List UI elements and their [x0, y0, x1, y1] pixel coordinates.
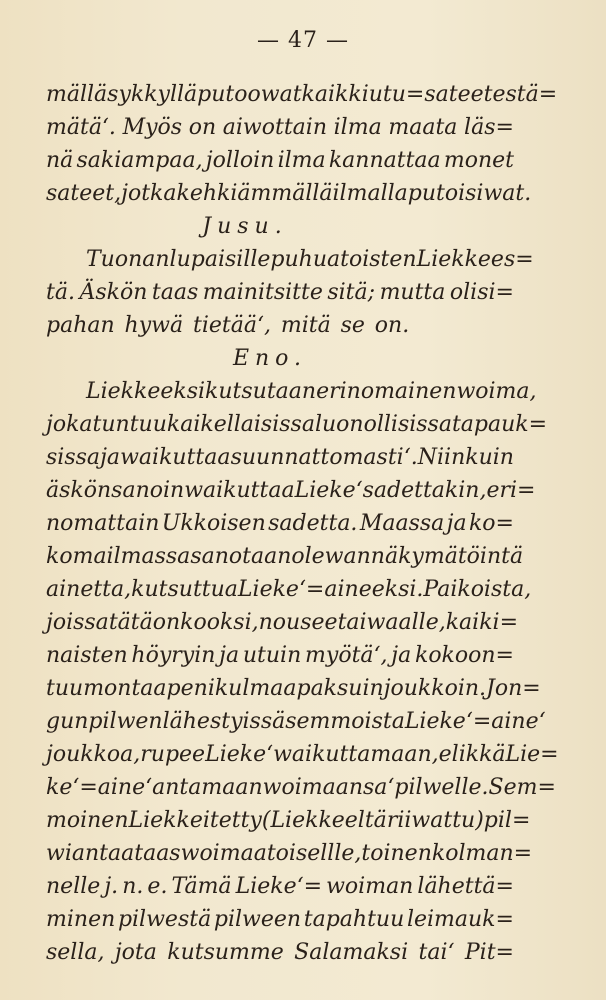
- text-line: [46, 606, 519, 639]
- word: kutsuttua: [131, 577, 238, 602]
- word: gun: [46, 709, 89, 734]
- word: höyryin: [131, 643, 216, 668]
- word: sakiampaa,: [76, 148, 203, 173]
- word: kutsutaan: [205, 379, 317, 404]
- word: joukkoin.: [383, 676, 487, 701]
- word: ja: [391, 643, 412, 668]
- word: Liekkees=: [416, 247, 534, 272]
- word: luonollisissa: [314, 412, 452, 437]
- word: antamaan: [152, 775, 263, 800]
- word: woimaa: [180, 841, 267, 866]
- text-line: [46, 408, 548, 441]
- word: tapahtuu: [303, 907, 405, 932]
- word: ke‘=aine‘: [46, 775, 153, 800]
- word: mailmassa: [72, 544, 191, 569]
- word: riiwattu): [386, 808, 484, 833]
- word: suunnattomasti‘.: [230, 445, 418, 470]
- word: toinen: [361, 841, 432, 866]
- word: kokoon=: [414, 643, 514, 668]
- text-line: [46, 870, 514, 903]
- text-line: [46, 639, 514, 672]
- word: joissa: [46, 610, 109, 635]
- word: Lieke‘: [294, 478, 363, 503]
- word: sella,: [46, 940, 105, 965]
- word: tuu: [46, 676, 84, 701]
- word: ja: [219, 643, 240, 668]
- word: Tuonan: [86, 247, 170, 272]
- word: Niinkuin: [417, 445, 514, 470]
- text-line: [46, 540, 524, 573]
- word: pilwestä: [117, 907, 212, 932]
- word: sykkyllä: [107, 82, 198, 107]
- text-line: [46, 309, 514, 342]
- word: Paikoista,: [423, 577, 532, 602]
- word: erinomainen: [316, 379, 457, 404]
- word: olewan: [291, 544, 371, 569]
- word: aine‘: [491, 709, 546, 734]
- word: minen: [46, 907, 116, 932]
- word: rupee: [140, 742, 206, 767]
- word: taiwaalle,: [337, 610, 446, 635]
- word: mitä: [280, 313, 331, 338]
- word: Lie=: [505, 742, 559, 767]
- word: ilmalla: [332, 181, 408, 206]
- word: kannattaa: [328, 148, 441, 173]
- word: e.: [147, 874, 168, 899]
- text-line: [46, 738, 559, 771]
- word: ilma: [333, 115, 382, 140]
- word: kehkiämmällä: [176, 181, 333, 206]
- word: puhua: [270, 247, 341, 272]
- text-line: [46, 177, 532, 210]
- page-number: — 47 —: [257, 28, 349, 53]
- word: putoisiwat.: [407, 181, 532, 206]
- word: Lieke‘=: [237, 577, 325, 602]
- text-line: [46, 903, 514, 936]
- text-line: [46, 276, 514, 309]
- text-line: [46, 837, 533, 870]
- text-line: [46, 243, 534, 276]
- speaker-name: Eno.: [232, 346, 308, 371]
- word: Tämä: [171, 874, 232, 899]
- word: Salamaksi: [294, 940, 409, 965]
- word: jolloin: [205, 148, 275, 173]
- word: jota: [114, 940, 157, 965]
- text-line: [46, 804, 531, 837]
- word: montaa: [83, 676, 167, 701]
- word: tai‘: [418, 940, 455, 965]
- word: woimaansa‘: [262, 775, 395, 800]
- word: pilwelle.: [394, 775, 489, 800]
- word: eri=: [486, 478, 536, 503]
- word: monet: [443, 148, 514, 173]
- word: hywä: [124, 313, 184, 338]
- body-text: [46, 78, 559, 969]
- word: pahan: [46, 313, 115, 338]
- word: sitä;: [327, 280, 376, 305]
- word: toisten: [340, 247, 417, 272]
- word: kaikellaisissa: [166, 412, 315, 437]
- text-line: [46, 111, 514, 144]
- text-line: [46, 507, 514, 540]
- word: jotka: [121, 181, 177, 206]
- word: se: [340, 313, 365, 338]
- word: waikuttaa: [184, 478, 295, 503]
- word: ko=: [468, 511, 514, 536]
- word: woima,: [456, 379, 537, 404]
- word: taas: [151, 280, 199, 305]
- text-line: [46, 573, 532, 606]
- text-line: [46, 936, 514, 969]
- word: (Liekkeeltä: [261, 808, 387, 833]
- word: myötä‘,: [305, 643, 388, 668]
- word: Liekkeeksi: [86, 379, 206, 404]
- word: sissa: [46, 445, 101, 470]
- word: tuntuu: [92, 412, 167, 437]
- text-line: [46, 78, 558, 111]
- word: on.: [374, 313, 410, 338]
- text-line: [46, 375, 537, 408]
- word: maata: [388, 115, 458, 140]
- word: on: [188, 115, 217, 140]
- word: lähettä=: [417, 874, 514, 899]
- word: kaiki=: [445, 610, 519, 635]
- word: Liekkeitetty: [128, 808, 262, 833]
- word: taas: [134, 841, 181, 866]
- word: utu=sateet: [368, 82, 493, 107]
- word: Lieke‘: [205, 742, 274, 767]
- word: naisten: [46, 643, 128, 668]
- word: nä: [46, 148, 74, 173]
- word: pilwen: [88, 709, 163, 734]
- word: sanoin: [111, 478, 185, 503]
- word: estä=: [492, 82, 558, 107]
- speaker-name: Jusu.: [202, 214, 288, 239]
- word: äskön: [46, 478, 112, 503]
- word: kooksi,: [180, 610, 259, 635]
- word: Myös: [122, 115, 183, 140]
- word: Pit=: [464, 940, 514, 965]
- word: tietää‘,: [192, 313, 271, 338]
- word: wi: [46, 841, 72, 866]
- word: penikulmaa: [166, 676, 297, 701]
- word: semmoista: [285, 709, 405, 734]
- word: mutta: [379, 280, 446, 305]
- word: mällä: [46, 82, 108, 107]
- word: Sem=: [488, 775, 556, 800]
- word: tapauk=: [451, 412, 548, 437]
- word: sadetta.: [268, 511, 358, 536]
- word: putoowat: [197, 82, 302, 107]
- text-line: [46, 771, 556, 804]
- word: aineeksi.: [324, 577, 424, 602]
- word: sateet,: [46, 181, 122, 206]
- text-line: [46, 144, 514, 177]
- word: on: [152, 610, 181, 635]
- word: kutsumme: [167, 940, 284, 965]
- word: nomattain: [46, 511, 160, 536]
- word: mätä‘.: [46, 115, 116, 140]
- word: Jon=: [486, 676, 541, 701]
- word: woiman: [326, 874, 414, 899]
- word: pilween: [213, 907, 302, 932]
- word: joka: [46, 412, 93, 437]
- text-line: [46, 441, 514, 474]
- word: toisellle,: [266, 841, 362, 866]
- text-line: [46, 705, 546, 738]
- word: ilma: [277, 148, 326, 173]
- word: kolman=: [431, 841, 533, 866]
- word: ja: [446, 511, 467, 536]
- word: n.: [122, 874, 144, 899]
- word: lupaisille: [169, 247, 271, 272]
- word: leimauk=: [406, 907, 514, 932]
- word: Lieke‘=: [404, 709, 492, 734]
- text-line: [46, 672, 541, 705]
- word: läs=: [464, 115, 514, 140]
- word: Äskön: [79, 280, 148, 305]
- word: ainetta,: [46, 577, 132, 602]
- word: joukkoa,: [46, 742, 141, 767]
- word: näkymätöintä: [370, 544, 524, 569]
- word: mainitsitte: [202, 280, 323, 305]
- text-line: [46, 474, 536, 507]
- word: Lieke‘=: [235, 874, 323, 899]
- word: olisi=: [449, 280, 514, 305]
- word: ja: [100, 445, 121, 470]
- word: nousee: [258, 610, 338, 635]
- word: waikuttaa: [120, 445, 231, 470]
- word: tätä: [108, 610, 153, 635]
- word: lähestyissä: [162, 709, 286, 734]
- word: sanotaan: [190, 544, 292, 569]
- word: moinen: [46, 808, 129, 833]
- word: tä.: [46, 280, 75, 305]
- word: ko: [46, 544, 73, 569]
- word: antaa: [71, 841, 135, 866]
- word: paksuin: [296, 676, 384, 701]
- word: Ukkoisen: [161, 511, 266, 536]
- word: nelle: [46, 874, 101, 899]
- word: pil=: [483, 808, 531, 833]
- word: aiwottain: [222, 115, 327, 140]
- word: j.: [104, 874, 119, 899]
- word: elikkä: [438, 742, 506, 767]
- word: utuin: [242, 643, 302, 668]
- word: Maassa: [359, 511, 445, 536]
- word: waikuttamaan,: [273, 742, 439, 767]
- word: kaikki: [301, 82, 369, 107]
- word: sadettakin,: [362, 478, 487, 503]
